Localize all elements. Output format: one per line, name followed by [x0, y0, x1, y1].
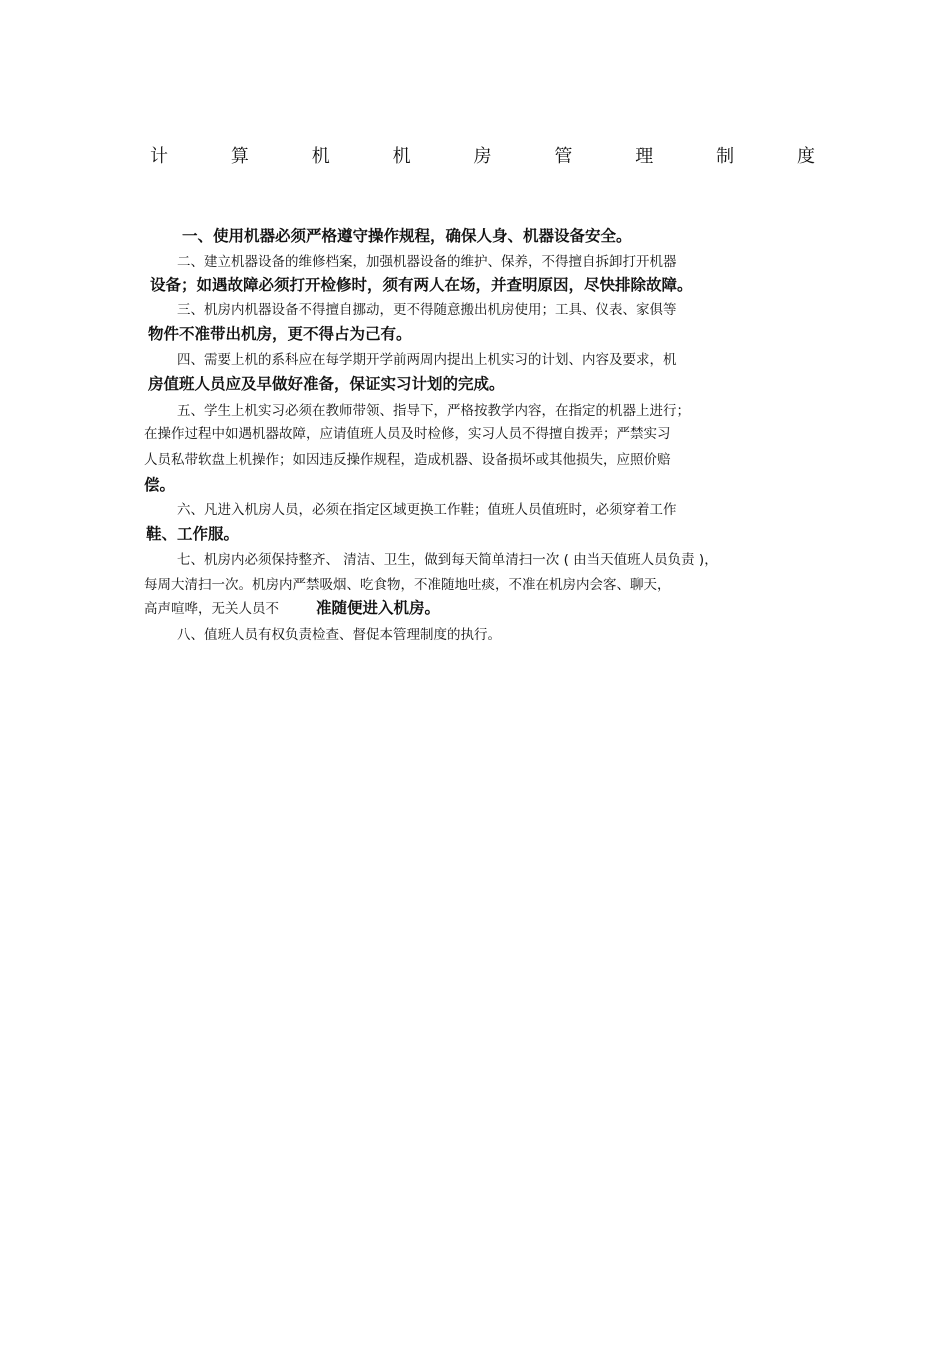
rule-4-line: 四、需要上机的系科应在每学期开学前两周内提出上机实习的计划、内容及要求，机 — [177, 352, 677, 368]
rule-2-line: 设备；如遇故障必须打开检修时，须有两人在场，并查明原因，尽快排除故障。 — [150, 275, 693, 294]
rule-3-line: 物件不准带出机房，更不得占为己有。 — [148, 324, 412, 343]
title-char: 机 — [392, 146, 411, 167]
rule-7-line: 准随便进入机房。 — [316, 598, 441, 617]
rule-1-line: 一、使用机器必须严格遵守操作规程，确保人身、机器设备安全。 — [182, 226, 632, 245]
title-char: 房 — [473, 146, 492, 167]
rule-5-line: 在操作过程中如遇机器故障，应请值班人员及时检修，实习人员不得擅自拨弄；严禁实习 — [144, 426, 671, 442]
title-char: 制 — [716, 146, 735, 167]
rule-5-line: 五、学生上机实习必须在教师带领、指导下，严格按教学内容，在指定的机器上进行； — [177, 403, 690, 419]
rule-6-line: 六、凡进入机房人员，必须在指定区域更换工作鞋；值班人员值班时，必须穿着工作 — [177, 502, 677, 518]
title-char: 算 — [230, 146, 249, 167]
rule-7-line: 每周大清扫一次。机房内严禁吸烟、吃食物，不准随地吐痰，不准在机房内会客、聊天， — [144, 577, 671, 593]
title-char: 管 — [554, 146, 573, 167]
title-char: 理 — [635, 146, 654, 167]
rule-5-line: 偿。 — [144, 475, 176, 494]
title-char: 机 — [311, 146, 330, 167]
title-char: 度 — [797, 146, 815, 167]
rule-7-line: 七、机房内必须保持整齐、 清洁、卫生，做到每天简单清扫一次 ( 由当天值班人员负责 )， — [177, 552, 718, 568]
rule-7-line: 高声喧哗，无关人员不 — [144, 601, 279, 617]
rule-2-line: 二、建立机器设备的维修档案，加强机器设备的维护、保养，不得擅自拆卸打开机器 — [177, 254, 677, 270]
rule-8-line: 八、值班人员有权负责检查、督促本管理制度的执行。 — [177, 627, 501, 643]
rule-5-line: 人员私带软盘上机操作；如因违反操作规程，造成机器、设备损坏或其他损失，应照价赔 — [144, 452, 671, 468]
title-char: 计 — [150, 146, 168, 167]
rule-6-line: 鞋、工作服。 — [146, 524, 240, 543]
rule-3-line: 三、机房内机器设备不得擅自挪动，更不得随意搬出机房使用；工具、仪表、家俱等 — [177, 302, 677, 318]
document-title — [150, 145, 815, 169]
rule-4-line: 房值班人员应及早做好准备，保证实习计划的完成。 — [148, 374, 505, 393]
